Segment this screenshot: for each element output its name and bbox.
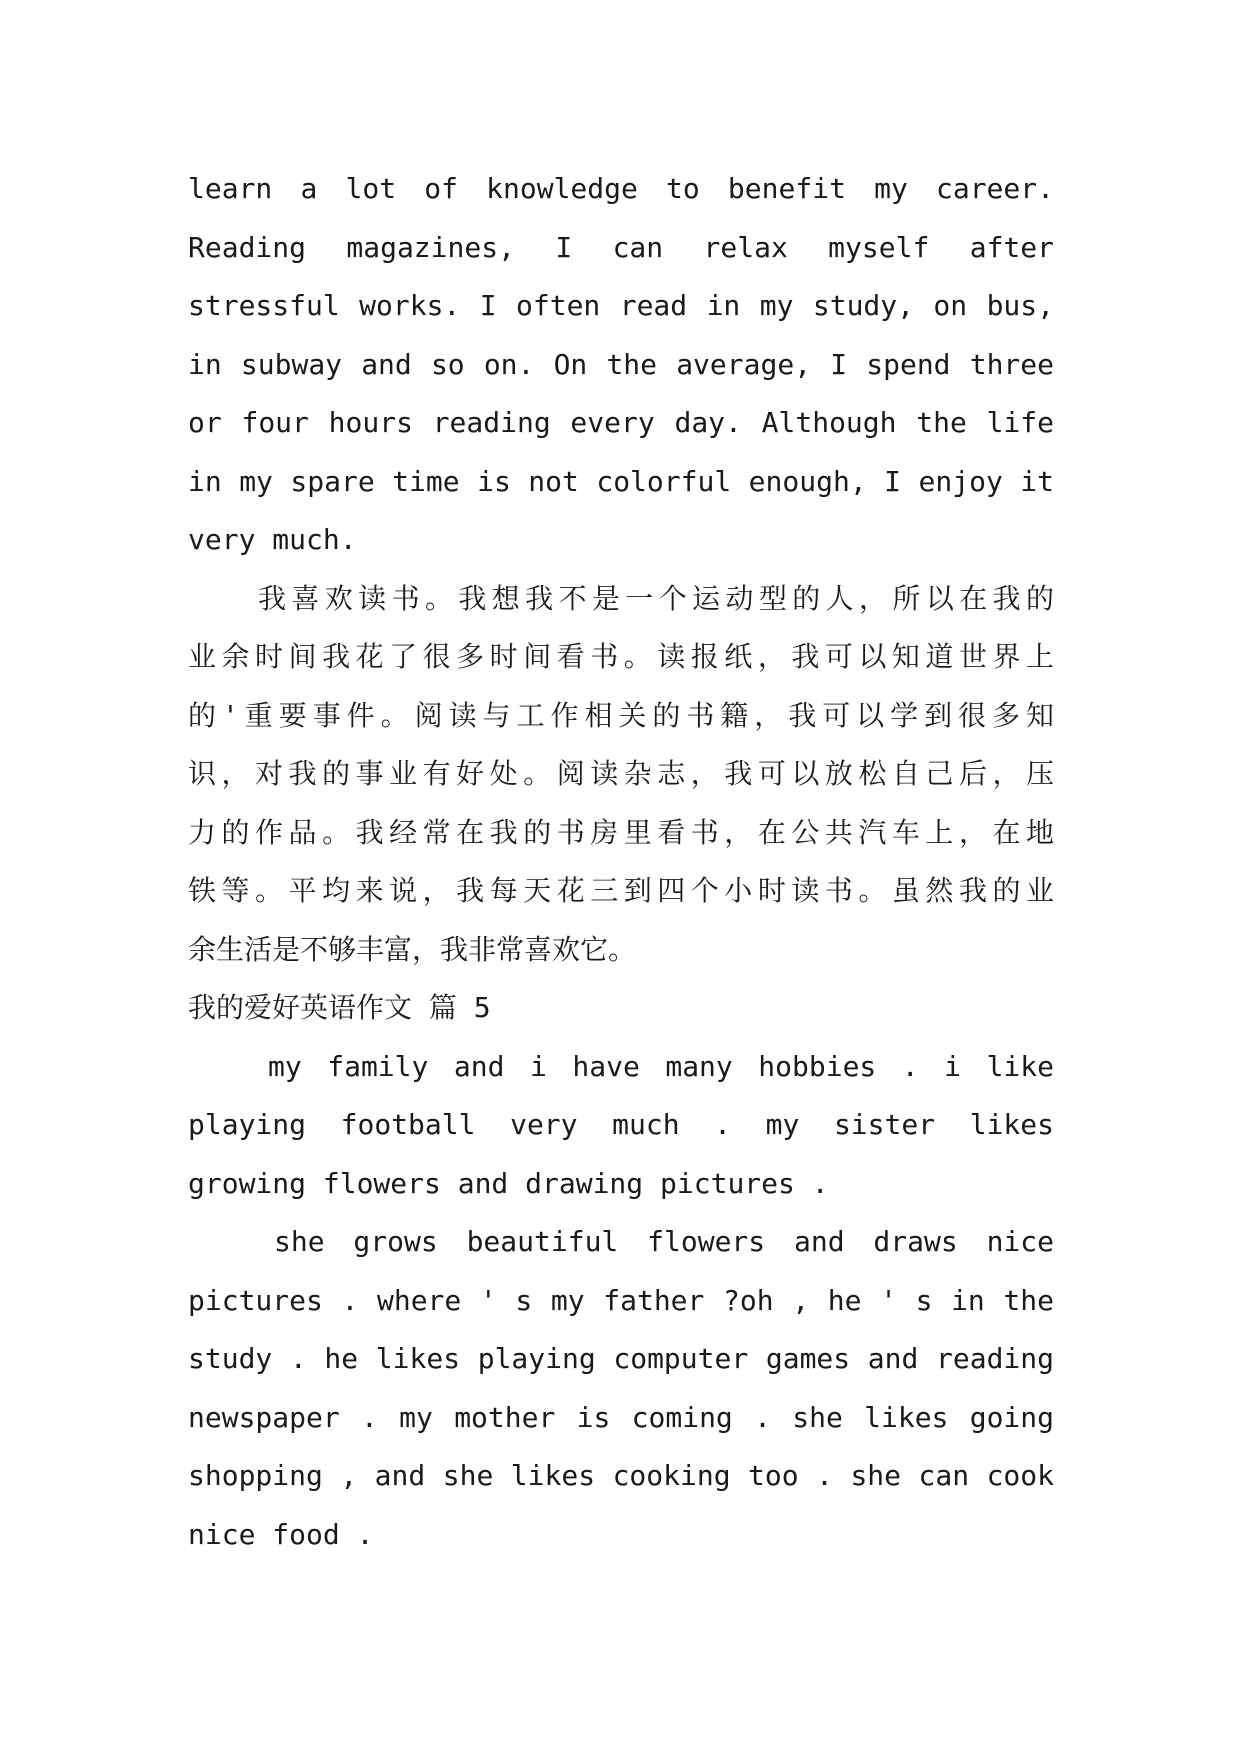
text-line: 的'重要事件。阅读与工作相关的书籍，我可以学到很多知 xyxy=(188,698,1054,732)
chinese-paragraph xyxy=(188,570,1054,980)
essay-paragraph-2 xyxy=(188,1213,1054,1564)
text-line: she grows beautiful flowers and draws nice xyxy=(274,1225,1054,1258)
text-line: growing flowers and drawing pictures . xyxy=(188,1166,829,1200)
text-line: 识，对我的事业有好处。阅读杂志，我可以放松自己后，压 xyxy=(188,757,1054,790)
text-line: very much. xyxy=(188,523,357,556)
text-line: 铁等。平均来说，我每天花三到四个小时读书。虽然我的业 xyxy=(188,874,1054,907)
section-heading: 我的爱好英语作文 篇 5 xyxy=(188,991,491,1024)
text-line: nice food . xyxy=(188,1517,374,1551)
text-line: study . he likes playing computer games and reading xyxy=(188,1342,1054,1375)
text-line: or four hours reading every day. Although the life xyxy=(188,406,1054,439)
text-line: learn a lot of knowledge to benefit my career. xyxy=(188,172,1054,205)
essay-paragraph-1 xyxy=(188,1038,1054,1214)
text-line: 余生活是不够丰富，我非常喜欢它。 xyxy=(188,932,637,966)
text-line: 力的作品。我经常在我的书房里看书，在公共汽车上，在地 xyxy=(188,815,1054,849)
text-line: in my spare time is not colorful enough, I enjoy it xyxy=(188,464,1054,498)
document-page xyxy=(188,160,1054,1564)
text-line: Reading magazines, I can relax myself after xyxy=(188,230,1054,264)
text-line: 我喜欢读书。我想我不是一个运动型的人，所以在我的 xyxy=(258,581,1054,615)
english-paragraph xyxy=(188,160,1054,570)
text-line: my family and i have many hobbies . i like xyxy=(268,1049,1054,1083)
text-line: stressful works. I often read in my study, on bus, xyxy=(188,289,1054,322)
text-line: 业余时间我花了很多时间看书。读报纸，我可以知道世界上 xyxy=(188,640,1054,673)
text-line: pictures . where ' s my father ?oh , he ' s in the xyxy=(188,1283,1054,1317)
text-line: playing football very much . my sister likes xyxy=(188,1108,1054,1141)
text-line: newspaper . my mother is coming . she likes going xyxy=(188,1400,1054,1434)
text-line: in subway and so on. On the average, I spend three xyxy=(188,347,1054,381)
text-line: shopping , and she likes cooking too . she can cook xyxy=(188,1459,1054,1492)
